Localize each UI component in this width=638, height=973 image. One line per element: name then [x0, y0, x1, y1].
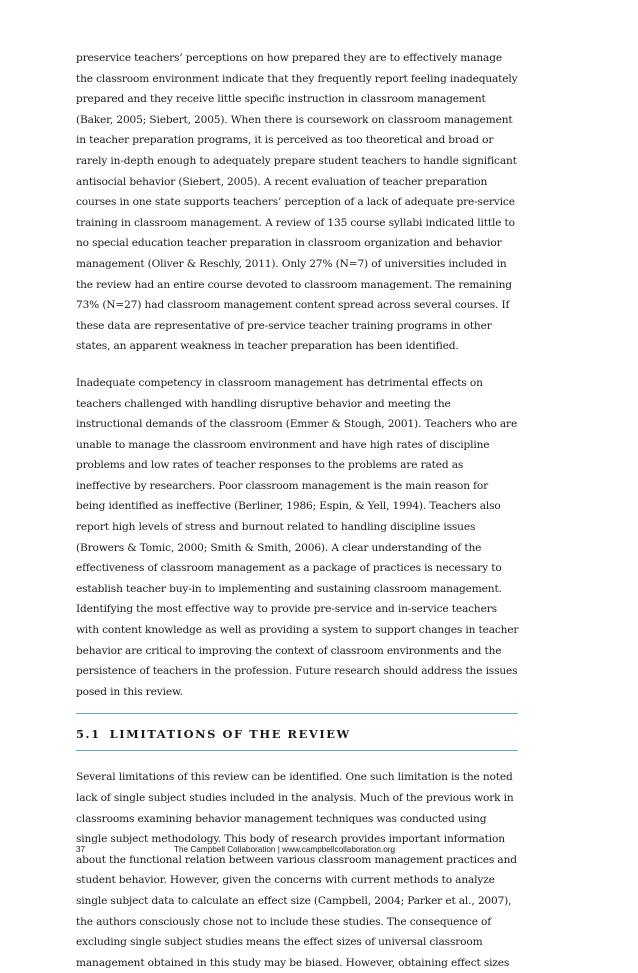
section-paragraph: Several limitations of this review can be identified. One such limitation is the noted lack of single subject studies included in the analysis. Much of the previous work in classrooms examining behavior management techniques was conducted using single subject methodology. This body of research provides important information about the functional relation between various classroom management practices and student behavior. However, given the concerns with current methods to analyze single subject data to calculate an effect size (Campbell, 2004; Parker et al., 2007), the authors consciously chose not to include these studies. The consequence of excluding single subject studies means the effect sizes of universal classroom management obtained in this study may be biased. However, obtaining effect sizes [76, 771, 517, 969]
section-title: LIMITATIONS OF THE REVIEW [109, 727, 351, 742]
footer-credit: The Campbell Collaboration | www.campbellcollaboration.org [174, 845, 396, 854]
section-heading [76, 714, 520, 750]
body-paragraph-2: Inadequate competency in classroom management has detrimental effects on teachers challenged with handling disruptive behavior and meeting the instructional demands of the classroom (Emmer & Stough, 2001). Teachers who are unable to manage the classroom environment and have high rates of discipline problems and low rates of teacher responses to the problems are rated as ineffective by researchers. Poor classroom management is the main reason for being identified as ineffective (Berliner, 1986; Espin, & Yell, 1994). Teachers also report high levels of stress and burnout related to handling discipline issues (Browers & Tomic, 2000; Smith & Smith, 2006). A clear understanding of the effectiveness of classroom management as a package of practices is necessary to establish teacher buy-in to implementing and sustaining classroom management. Identifying the most effective way to provide pre-service and in-service teachers with content knowledge as well as providing a system to support changes in teacher behavior are critical to improving the context of classroom environments and the persistence of teachers in the profession. Future research should address the issues posed in this review. [76, 376, 519, 698]
page-number: 37 [76, 845, 86, 854]
body-paragraph-1: preservice teachers’ perceptions on how prepared they are to effectively manage the classroom environment indicate that they frequently report feeling inadequately prepared and they receive little specific instruction in classroom management (Baker, 2005; Siebert, 2005). When there is coursework on classroom management in teacher preparation programs, it is perceived as too theoretical and broad or rarely in-depth enough to adequately prepare student teachers to handle significant antisocial behavior (Siebert, 2005). A recent evaluation of teacher preparation courses in one state supports teachers’ perception of a lack of adequate pre-service training in classroom management. A review of 135 course syllabi indicated little to no special education teacher preparation in classroom organization and behavior management (Oliver & Reschly, 2011). Only 27% (N=7) of universities included in the review had an entire course devoted to classroom management. The remaining 73% (N=27) had classroom management content spread across several courses. If these data are representative of pre-service teacher training programs in other states, an apparent weakness in teacher preparation has been identified. [76, 52, 518, 353]
document-page [76, 48, 520, 973]
section-number: 5.1 [76, 727, 101, 742]
section-divider-bottom [76, 750, 518, 751]
